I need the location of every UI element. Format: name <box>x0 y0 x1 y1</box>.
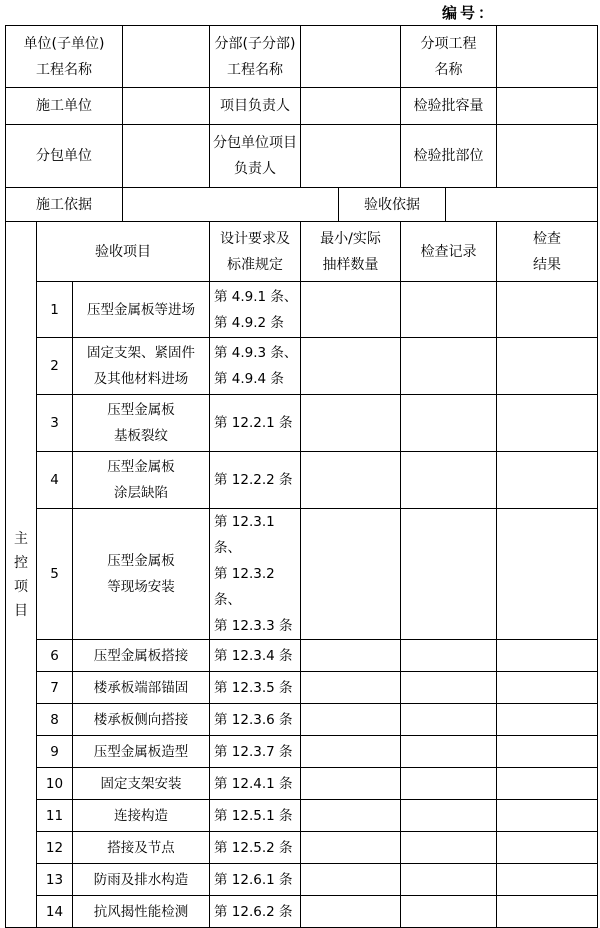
table-row <box>6 832 598 864</box>
row-clause: 第 12.6.2 条 <box>210 896 301 928</box>
row-result-value[interactable] <box>497 509 598 640</box>
row-sampling-value[interactable] <box>301 282 401 338</box>
row-sampling-value[interactable] <box>301 452 401 509</box>
row-item-name: 防雨及排水构造 <box>73 864 210 896</box>
row-number: 6 <box>37 640 73 672</box>
row-record-value[interactable] <box>401 896 497 928</box>
unit-project-name-value[interactable] <box>123 26 210 88</box>
row-item-name: 压型金属板等进场 <box>73 282 210 338</box>
row-clause: 第 12.3.6 条 <box>210 704 301 736</box>
col-header-result: 检查 结果 <box>497 222 598 282</box>
row-clause: 第 12.3.7 条 <box>210 736 301 768</box>
project-manager-value[interactable] <box>301 88 401 125</box>
row-record-value[interactable] <box>401 800 497 832</box>
row-sampling-value[interactable] <box>301 640 401 672</box>
division-project-name-label: 分部(子分部) 工程名称 <box>210 26 301 88</box>
row-sampling-value[interactable] <box>301 395 401 452</box>
row-number: 13 <box>37 864 73 896</box>
row-number: 8 <box>37 704 73 736</box>
row-result-value[interactable] <box>497 640 598 672</box>
col-header-sampling: 最小/实际 抽样数量 <box>301 222 401 282</box>
row-item-name: 抗风揭性能检测 <box>73 896 210 928</box>
subcontract-manager-value[interactable] <box>301 125 401 188</box>
row-record-value[interactable] <box>401 864 497 896</box>
row-sampling-value[interactable] <box>301 338 401 395</box>
row-result-value[interactable] <box>497 672 598 704</box>
table-row <box>6 736 598 768</box>
table-row <box>6 640 598 672</box>
inspection-form-table <box>5 25 598 928</box>
row-record-value[interactable] <box>401 832 497 864</box>
table-row <box>6 672 598 704</box>
acceptance-basis-value[interactable] <box>446 188 598 222</box>
row-number: 11 <box>37 800 73 832</box>
row-item-name: 楼承板侧向搭接 <box>73 704 210 736</box>
row-result-value[interactable] <box>497 452 598 509</box>
row-record-value[interactable] <box>401 338 497 395</box>
row-clause: 第 12.2.1 条 <box>210 395 301 452</box>
row-number: 1 <box>37 282 73 338</box>
row-sampling-value[interactable] <box>301 768 401 800</box>
unit-project-name-label: 单位(子单位) 工程名称 <box>6 26 123 88</box>
row-clause: 第 12.3.4 条 <box>210 640 301 672</box>
row-item-name: 固定支架安装 <box>73 768 210 800</box>
row-clause: 第 4.9.1 条、 第 4.9.2 条 <box>210 282 301 338</box>
table-row <box>6 768 598 800</box>
col-header-record: 检查记录 <box>401 222 497 282</box>
row-record-value[interactable] <box>401 672 497 704</box>
table-row <box>6 338 598 395</box>
row-item-name: 压型金属板 基板裂纹 <box>73 395 210 452</box>
col-header-design-requirement: 设计要求及 标准规定 <box>210 222 301 282</box>
row-record-value[interactable] <box>401 395 497 452</box>
row-number: 2 <box>37 338 73 395</box>
row-item-name: 连接构造 <box>73 800 210 832</box>
row-clause: 第 12.3.5 条 <box>210 672 301 704</box>
table-row <box>6 896 598 928</box>
row-sampling-value[interactable] <box>301 832 401 864</box>
subitem-project-name-label: 分项工程 名称 <box>401 26 497 88</box>
row-sampling-value[interactable] <box>301 509 401 640</box>
table-row <box>6 864 598 896</box>
row-result-value[interactable] <box>497 338 598 395</box>
row-number: 12 <box>37 832 73 864</box>
table-row <box>6 704 598 736</box>
row-clause: 第 12.3.1 条、 第 12.3.2 条、 第 12.3.3 条 <box>210 509 301 640</box>
project-manager-label: 项目负责人 <box>210 88 301 125</box>
row-item-name: 楼承板端部锚固 <box>73 672 210 704</box>
table-row <box>6 509 598 640</box>
row-clause: 第 12.5.2 条 <box>210 832 301 864</box>
row-result-value[interactable] <box>497 736 598 768</box>
row-result-value[interactable] <box>497 704 598 736</box>
construction-unit-value[interactable] <box>123 88 210 125</box>
table-row <box>6 395 598 452</box>
row-result-value[interactable] <box>497 800 598 832</box>
main-control-items-label: 主 控 项 目 <box>6 222 37 928</box>
acceptance-basis-label: 验收依据 <box>339 188 446 222</box>
row-result-value[interactable] <box>497 282 598 338</box>
row-clause: 第 4.9.3 条、 第 4.9.4 条 <box>210 338 301 395</box>
row-record-value[interactable] <box>401 768 497 800</box>
col-header-item: 验收项目 <box>37 222 210 282</box>
batch-location-value[interactable] <box>497 125 598 188</box>
row-record-value[interactable] <box>401 736 497 768</box>
subitem-project-name-value[interactable] <box>497 26 598 88</box>
row-record-value[interactable] <box>401 509 497 640</box>
row-item-name: 固定支架、紧固件 及其他材料进场 <box>73 338 210 395</box>
row-sampling-value[interactable] <box>301 896 401 928</box>
row-number: 10 <box>37 768 73 800</box>
table-row <box>6 452 598 509</box>
row-sampling-value[interactable] <box>301 736 401 768</box>
row-record-value[interactable] <box>401 640 497 672</box>
row-item-name: 压型金属板 涂层缺陷 <box>73 452 210 509</box>
row-clause: 第 12.4.1 条 <box>210 768 301 800</box>
row-sampling-value[interactable] <box>301 800 401 832</box>
row-sampling-value[interactable] <box>301 864 401 896</box>
row-sampling-value[interactable] <box>301 672 401 704</box>
row-number: 3 <box>37 395 73 452</box>
row-result-value[interactable] <box>497 864 598 896</box>
row-number: 5 <box>37 509 73 640</box>
row-clause: 第 12.6.1 条 <box>210 864 301 896</box>
row-result-value[interactable] <box>497 395 598 452</box>
row-clause: 第 12.2.2 条 <box>210 452 301 509</box>
row-number: 9 <box>37 736 73 768</box>
table-row <box>6 800 598 832</box>
row-number: 14 <box>37 896 73 928</box>
batch-location-label: 检验批部位 <box>401 125 497 188</box>
row-item-name: 压型金属板造型 <box>73 736 210 768</box>
row-item-name: 压型金属板 等现场安装 <box>73 509 210 640</box>
row-clause: 第 12.5.1 条 <box>210 800 301 832</box>
batch-capacity-value[interactable] <box>497 88 598 125</box>
construction-basis-label: 施工依据 <box>6 188 123 222</box>
construction-unit-label: 施工单位 <box>6 88 123 125</box>
row-result-value[interactable] <box>497 896 598 928</box>
construction-basis-value[interactable] <box>123 188 339 222</box>
division-project-name-value[interactable] <box>301 26 401 88</box>
row-record-value[interactable] <box>401 282 497 338</box>
subcontract-unit-value[interactable] <box>123 125 210 188</box>
row-sampling-value[interactable] <box>301 704 401 736</box>
batch-capacity-label: 检验批容量 <box>401 88 497 125</box>
row-number: 4 <box>37 452 73 509</box>
row-item-name: 压型金属板搭接 <box>73 640 210 672</box>
subcontract-manager-label: 分包单位项目 负责人 <box>210 125 301 188</box>
row-item-name: 搭接及节点 <box>73 832 210 864</box>
row-result-value[interactable] <box>497 832 598 864</box>
row-number: 7 <box>37 672 73 704</box>
row-result-value[interactable] <box>497 768 598 800</box>
subcontract-unit-label: 分包单位 <box>6 125 123 188</box>
row-record-value[interactable] <box>401 452 497 509</box>
table-row <box>6 282 598 338</box>
row-record-value[interactable] <box>401 704 497 736</box>
document-number-label: 编号： <box>442 4 497 22</box>
